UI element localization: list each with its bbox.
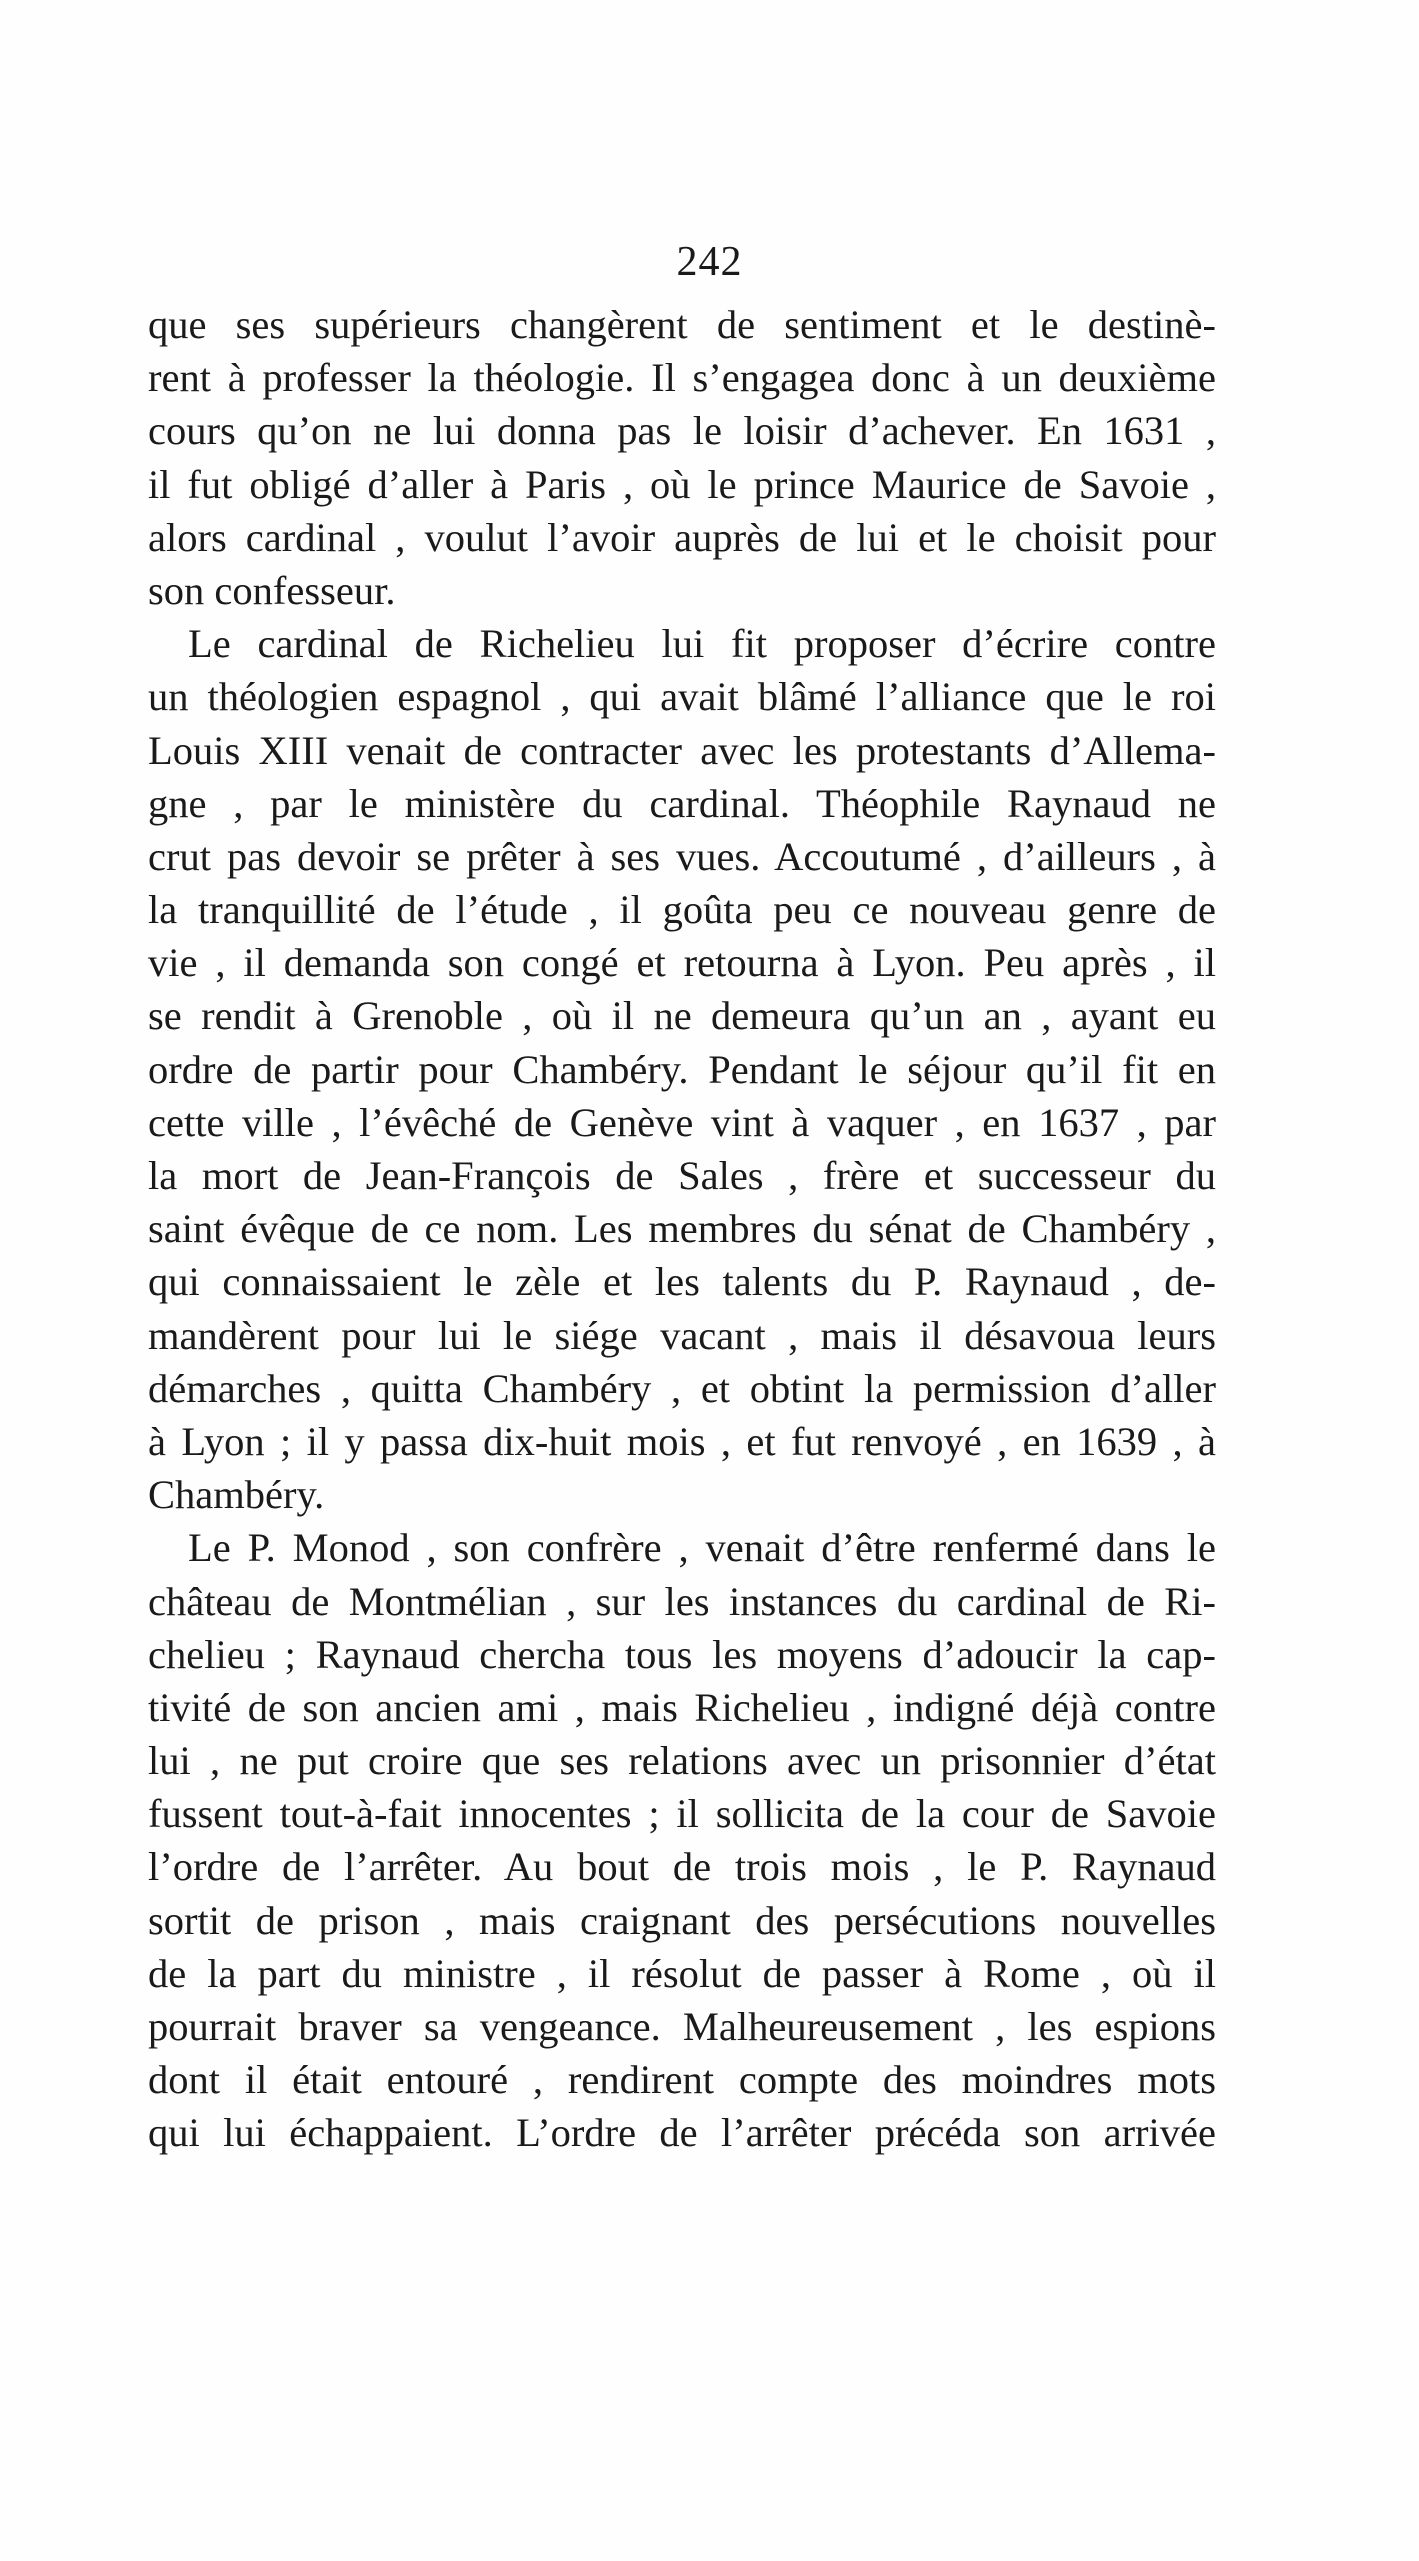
text-line: lui , ne put croire que ses relations avec un prisonnier d’état [148,1738,1216,1784]
text-line: qui connaissaient le zèle et les talents du P. Raynaud , de- [148,1259,1216,1305]
text-line: qui lui échappaient. L’ordre de l’arrêter précéda son arrivée [148,2110,1216,2156]
text-line: mandèrent pour lui le siége vacant , mais il désavoua leurs [148,1312,1216,1358]
text-line: tivité de son ancien ami , mais Richelieu , indigné déjà contre [148,1684,1216,1730]
text-line: saint évêque de ce nom. Les membres du sénat de Chambéry , [148,1206,1216,1252]
text-line: alors cardinal , voulut l’avoir auprès de lui et le choisit pour [148,514,1216,560]
text-line: cette ville , l’évêché de Genève vint à vaquer , en 1637 , par [148,1099,1216,1145]
text-line: à Lyon ; il y passa dix-huit mois , et fut renvoyé , en 1639 , à [148,1418,1216,1464]
text-line: son confesseur. [148,567,396,613]
text-line: Chambéry. [148,1472,325,1518]
body-text [148,298,1216,2160]
text-line: démarches , quitta Chambéry , et obtint la permission d’aller [148,1365,1216,1411]
text-line: se rendit à Grenoble , où il ne demeura qu’un an , ayant eu [148,993,1216,1039]
text-line: château de Montmélian , sur les instances du cardinal de Ri- [148,1578,1216,1624]
text-line: ordre de partir pour Chambéry. Pendant le séjour qu’il fit en [148,1046,1216,1092]
text-line: crut pas devoir se prêter à ses vues. Accoutumé , d’ailleurs , à [148,833,1216,879]
text-line: la tranquillité de l’étude , il goûta peu ce nouveau genre de [148,887,1216,933]
text-line: chelieu ; Raynaud chercha tous les moyens d’adoucir la cap- [148,1631,1216,1677]
text-line: Le P. Monod , son confrère , venait d’être renfermé dans le [188,1525,1216,1571]
text-line: vie , il demanda son congé et retourna à Lyon. Peu après , il [148,940,1216,986]
text-line: rent à professer la théologie. Il s’engagea donc à un deuxième [148,355,1216,401]
text-line: Louis XIII venait de contracter avec les protestants d’Allema- [148,727,1216,773]
text-line: un théologien espagnol , qui avait blâmé l’alliance que le roi [148,674,1216,720]
text-line: sortit de prison , mais craignant des persécutions nouvelles [148,1897,1216,1943]
text-line: pourrait braver sa vengeance. Malheureusement , les espions [148,2004,1216,2049]
text-line: dont il était entouré , rendirent compte des moindres mots [148,2057,1216,2103]
text-line: de la part du ministre , il résolut de passer à Rome , où il [148,1950,1216,1996]
text-line: gne , par le ministère du cardinal. Théophile Raynaud ne [148,780,1216,826]
text-line: fussent tout-à-fait innocentes ; il sollicita de la cour de Savoie [148,1791,1216,1837]
text-line: la mort de Jean-François de Sales , frère et successeur du [148,1153,1216,1198]
text-line: que ses supérieurs changèrent de sentiment et le destinè- [148,302,1216,347]
page-number: 242 [676,239,743,285]
text-line: l’ordre de l’arrêter. Au bout de trois mois , le P. Raynaud [148,1844,1216,1890]
text-line: il fut obligé d’aller à Paris , où le prince Maurice de Savoie , [148,461,1216,507]
text-line: Le cardinal de Richelieu lui fit proposer d’écrire contre [188,621,1216,667]
text-line: cours qu’on ne lui donna pas le loisir d’achever. En 1631 , [148,408,1216,454]
